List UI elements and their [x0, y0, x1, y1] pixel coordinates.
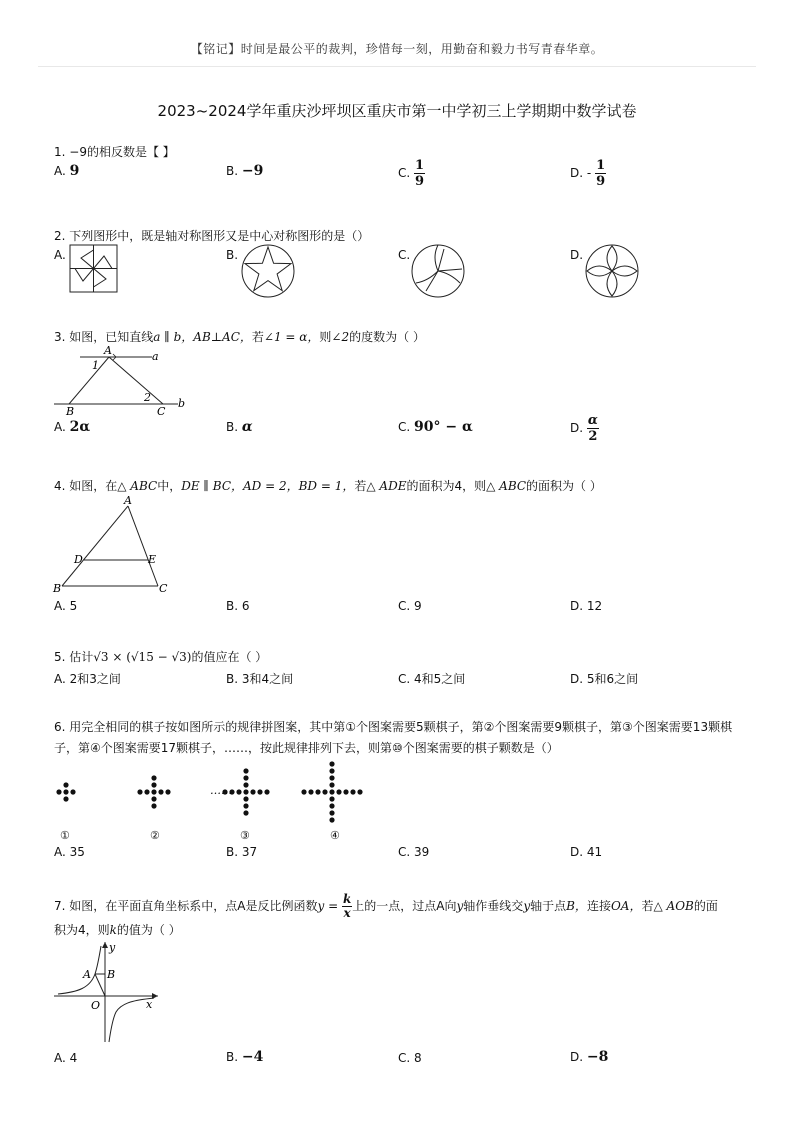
q7-fig-label-y: y: [109, 941, 116, 954]
q6-label-3: ③: [240, 829, 250, 842]
q3-a-letter: A.: [54, 420, 66, 434]
q3-fig-label-b: b: [178, 397, 186, 410]
chess-piece-dot: [243, 782, 248, 787]
q1-a-value: 9: [69, 163, 80, 179]
chess-piece-dot: [329, 761, 334, 766]
q4-stem-math4: △ ABC: [486, 479, 527, 493]
q1-option-b[interactable]: [226, 163, 263, 179]
chess-piece-dot: [315, 789, 320, 794]
q1-c-fraction: [414, 158, 425, 189]
q3-option-d[interactable]: [570, 413, 599, 444]
q4-fig-label-B: B: [53, 582, 62, 595]
chess-piece-dot: [243, 796, 248, 801]
q2-figure-a-pinwheel-square: [69, 244, 119, 294]
q3-c-value: 90° − α: [414, 419, 473, 435]
q1-c-letter: C.: [398, 166, 411, 180]
q3-b-letter: B.: [226, 420, 239, 434]
q4-figure-triangle: [50, 494, 180, 596]
q3-figure-parallel-lines: [52, 343, 192, 419]
q7-stem-part6: 若: [641, 899, 654, 913]
q4-fig-label-A: A: [124, 494, 132, 507]
q3-d-den: 2: [588, 429, 598, 444]
chess-piece-dot: [329, 782, 334, 787]
q1-option-d[interactable]: [570, 158, 606, 189]
chess-piece-dot: [308, 789, 313, 794]
q4-fig-label-D: D: [74, 553, 83, 566]
q4-fig-label-C: C: [159, 582, 168, 595]
q2-a-letter[interactable]: A.: [54, 248, 66, 262]
chess-piece-dot: [329, 817, 334, 822]
q3-stem-part4: 的度数为（ ）: [349, 330, 425, 344]
chess-piece-dot: [151, 789, 156, 794]
q7-option-c[interactable]: C. 8: [398, 1051, 422, 1065]
q3-option-a[interactable]: [54, 419, 90, 435]
chess-piece-dot: [343, 789, 348, 794]
q1-d-fraction: [595, 158, 606, 189]
q7-line2-part2: 的值为（ ）: [116, 923, 181, 937]
chess-piece-dot: [257, 789, 262, 794]
q7-stem-x: x: [343, 906, 351, 920]
q4-stem-math2: DE ∥ BC，AD = 2，BD = 1，: [181, 479, 355, 493]
chess-piece-dot: [151, 782, 156, 787]
chess-piece-dot: [151, 775, 156, 780]
q3-fig-label-1: 1: [92, 359, 99, 372]
chess-piece-dot: [350, 789, 355, 794]
q3-d-num: α: [587, 413, 598, 428]
chess-piece-dot: [329, 796, 334, 801]
q7-stem-part4: 轴于点: [530, 899, 567, 913]
chess-piece-dot: [329, 775, 334, 780]
q7-option-a[interactable]: A. 4: [54, 1051, 78, 1065]
chess-piece-dot: [322, 789, 327, 794]
q1-stem: 1. −9的相反数是【 】: [54, 145, 175, 159]
q1-d-letter: D.: [570, 166, 584, 180]
q2-b-letter[interactable]: B.: [226, 248, 239, 262]
q3-stem-math3: ∠2: [331, 330, 350, 344]
q6-stem-line2: 子，第④个图案需要17颗棋子，……，按此规律排列下去，则第⑩个图案需要的棋子颗数是（）: [54, 741, 559, 755]
q4-stem-part5: 的面积为（ ）: [526, 479, 602, 493]
q7-stem-y: y =: [317, 899, 339, 913]
q3-fig-label-A: A: [104, 344, 112, 357]
chess-piece-dot: [336, 789, 341, 794]
q6-option-a[interactable]: A. 35: [54, 845, 85, 859]
q7-fig-label-B: B: [107, 968, 116, 981]
q2-figure-c-three-blade-circle: [410, 243, 466, 299]
chess-piece-dot: [357, 789, 362, 794]
q7-stem-part7: 的面: [693, 899, 718, 913]
q3-stem-math1: a ∥ b，AB⊥AC，: [153, 330, 252, 344]
q3-stem-part3: 则: [319, 330, 332, 344]
q7-stem-AOB: △ AOB: [653, 899, 694, 913]
q3-a-value: 2α: [69, 419, 91, 435]
chess-piece-dot: [243, 789, 248, 794]
q7-fig-label-A: A: [83, 968, 91, 981]
q1-d-den: 9: [596, 174, 606, 189]
q3-fig-label-a: a: [152, 350, 159, 363]
q1-b-letter: B.: [226, 164, 239, 178]
q2-figure-b-star-in-circle: [240, 243, 296, 299]
q7-stem-fraction: [342, 893, 352, 920]
q2-c-letter[interactable]: C.: [398, 248, 411, 262]
q4-fig-label-E: E: [148, 553, 157, 566]
q4-stem-part4: 的面积为4，则: [406, 479, 487, 493]
chess-piece-dot: [329, 768, 334, 773]
q3-fig-label-2: 2: [144, 391, 151, 404]
q7-stem-part5: 连接: [586, 899, 611, 913]
page-title: 2023~2024学年重庆沙坪坝区重庆市第一中学初三上学期期中数学试卷: [157, 102, 637, 120]
q7-stem-y2: y: [456, 899, 464, 913]
q1-d-num: 1: [596, 158, 606, 173]
q7-stem-line2: [54, 921, 181, 939]
q6-option-b[interactable]: B. 37: [226, 845, 258, 859]
q5-stem-math: √3 × (√15 − √3): [93, 650, 192, 664]
chess-piece-dot: [243, 810, 248, 815]
q6-label-1: ①: [60, 829, 70, 842]
chess-piece-dot: [144, 789, 149, 794]
q7-stem-OA: OA，: [610, 899, 642, 913]
q4-stem-part1: 4. 如图，在: [54, 479, 118, 493]
q2-figure-d-four-petal-circle: [584, 243, 640, 299]
q6-stem-line1: 6. 用完全相同的棋子按如图所示的规律拼图案，其中第①个图案需要5颗棋子，第②个图案需要9颗棋子，第③个图案需要13颗棋: [54, 720, 733, 734]
q5-stem: [54, 648, 267, 666]
q7-fig-label-x: x: [146, 998, 153, 1011]
q5-option-c[interactable]: C. 4和5之间: [398, 672, 466, 686]
chess-piece-dot: [329, 803, 334, 808]
chess-piece-dot: [301, 789, 306, 794]
q7-stem-B: B，: [566, 899, 587, 913]
chess-piece-dot: [151, 803, 156, 808]
q7-stem-k: k: [342, 892, 352, 906]
q4-option-c[interactable]: C. 9: [398, 599, 422, 613]
q5-option-a[interactable]: A. 2和3之间: [54, 672, 121, 686]
q7-option-b[interactable]: [226, 1049, 263, 1065]
q6-ellipsis: ……: [210, 784, 232, 797]
q7-option-d[interactable]: [570, 1049, 608, 1065]
q6-label-2: ②: [150, 829, 160, 842]
chess-piece-dot: [56, 789, 61, 794]
q3-fig-label-C: C: [157, 405, 166, 418]
header-divider: [38, 66, 756, 67]
q6-option-d[interactable]: D. 41: [570, 845, 603, 859]
q2-stem: 2. 下列图形中，既是轴对称图形又是中心对称图形的是（）: [54, 229, 370, 243]
chess-piece-dot: [250, 789, 255, 794]
q3-option-c[interactable]: [398, 419, 473, 435]
q3-stem-part1: 3. 如图，已知直线: [54, 330, 154, 344]
q7-d-letter: D.: [570, 1050, 584, 1064]
chess-piece-dot: [63, 782, 68, 787]
chess-piece-dot: [236, 789, 241, 794]
q3-b-value: α: [241, 419, 253, 435]
q3-c-letter: C.: [398, 420, 411, 434]
q5-option-b[interactable]: B. 3和4之间: [226, 672, 294, 686]
chess-piece-dot: [70, 789, 75, 794]
q1-c-den: 9: [415, 174, 425, 189]
chess-piece-dot: [243, 775, 248, 780]
motto: 【铭记】时间是最公平的裁判，珍惜每一刻，用勤奋和毅力书写青春华章。: [190, 42, 604, 56]
q2-d-letter[interactable]: D.: [570, 248, 584, 262]
q4-stem-math1: △ ABC: [117, 479, 158, 493]
q3-d-fraction: [587, 413, 599, 444]
q4-stem-part2: 中，: [157, 479, 182, 493]
chess-piece-dot: [243, 768, 248, 773]
chess-piece-dot: [158, 789, 163, 794]
chess-piece-dot: [63, 789, 68, 794]
q4-option-a[interactable]: A. 5: [54, 599, 78, 613]
q3-fig-label-B: B: [66, 405, 75, 418]
q4-option-b[interactable]: B. 6: [226, 599, 250, 613]
q7-fig-label-O: O: [91, 999, 101, 1012]
q7-b-letter: B.: [226, 1050, 239, 1064]
q3-d-letter: D.: [570, 421, 584, 435]
chess-piece-dot: [264, 789, 269, 794]
q7-figure-coordinate-plane: [50, 938, 170, 1048]
q6-label-4: ④: [330, 829, 340, 842]
q1-option-c[interactable]: [398, 158, 425, 189]
q4-option-d[interactable]: D. 12: [570, 599, 603, 613]
q1-option-a[interactable]: [54, 163, 79, 179]
chess-piece-dot: [63, 796, 68, 801]
q7-b-value: −4: [241, 1049, 264, 1065]
chess-piece-dot: [165, 789, 170, 794]
q5-stem-part1: 5. 估计: [54, 650, 94, 664]
q4-stem: [54, 477, 602, 495]
q3-stem-part2: 若: [251, 330, 264, 344]
q7-stem-part1: 7. 如图，在平面直角坐标系中，点A是反比例函数: [54, 899, 318, 913]
q6-option-c[interactable]: C. 39: [398, 845, 430, 859]
q4-stem-math3: △ ADE: [366, 479, 407, 493]
q1-a-letter: A.: [54, 164, 66, 178]
q5-stem-part2: 的值应在（ ）: [191, 650, 268, 664]
q5-option-d[interactable]: D. 5和6之间: [570, 672, 639, 686]
q7-d-value: −8: [586, 1049, 609, 1065]
q7-stem-part2: 上的一点，过点A向: [352, 899, 457, 913]
q4-stem-part3: 若: [354, 479, 367, 493]
q7-stem-line1: [54, 893, 718, 920]
q3-stem-math2: ∠1 = α，: [263, 330, 320, 344]
chess-piece-dot: [329, 789, 334, 794]
q1-b-value: −9: [241, 163, 264, 179]
q1-d-sign: -: [586, 166, 592, 180]
q7-stem-y3: y: [523, 899, 531, 913]
q7-line2-k: k: [109, 923, 117, 937]
chess-piece-dot: [151, 796, 156, 801]
chess-piece-dot: [329, 810, 334, 815]
q7-stem-part3: 轴作垂线交: [463, 899, 524, 913]
chess-piece-dot: [137, 789, 142, 794]
chess-piece-dot: [243, 803, 248, 808]
q3-option-b[interactable]: [226, 419, 253, 435]
q1-c-num: 1: [415, 158, 425, 173]
q7-line2-part1: 积为4，则: [54, 923, 110, 937]
